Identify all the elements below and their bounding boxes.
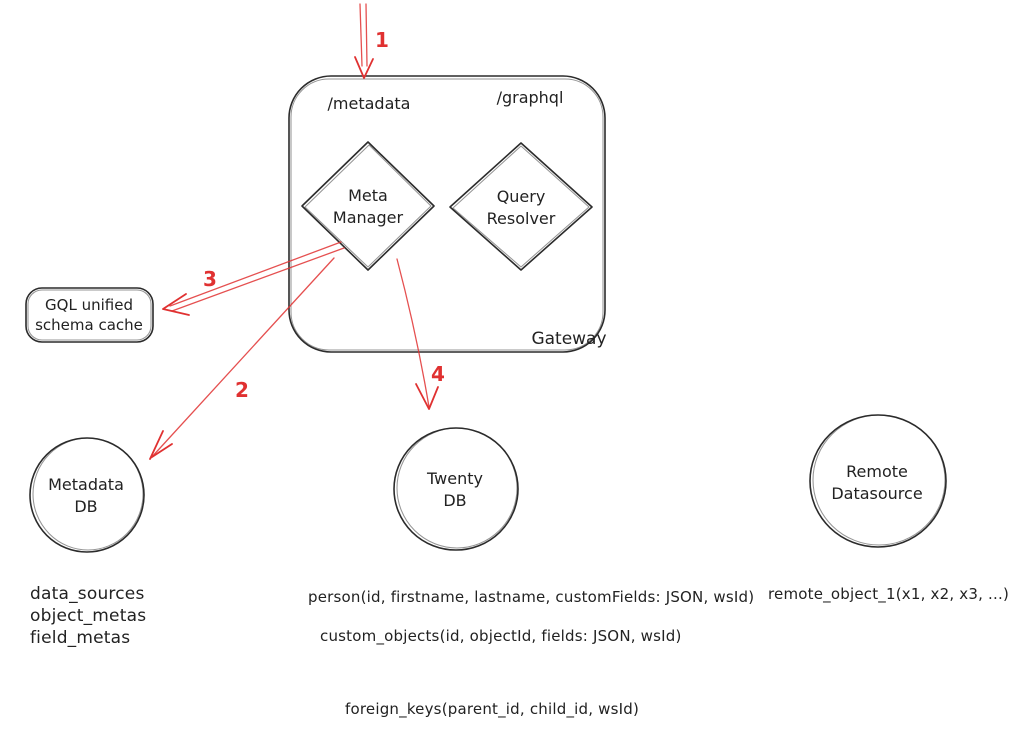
query-resolver-shape-sketch [453, 146, 589, 267]
twenty-db-shape [394, 428, 518, 550]
twenty-db-table-list [308, 588, 754, 719]
metadata-db-node [30, 438, 144, 552]
twenty-db-label-line1: Twenty [427, 469, 483, 488]
endpoint-graphql-label: /graphql [496, 88, 564, 107]
metadata-db-label-line2: DB [74, 497, 98, 516]
remote-datasource-shape [810, 415, 946, 547]
remote-datasource-label-line1: Remote [846, 462, 908, 481]
twenty-db-label-line2: DB [443, 491, 467, 510]
arrow-step-3-label: 3 [203, 267, 217, 291]
query-resolver-label-line1: Query [496, 187, 546, 206]
remote-datasource-table-list [768, 585, 1009, 604]
table-signature: remote_object_1(x1, x2, x3, ...) [768, 585, 1010, 603]
table-signature: person(id, firstname, lastname, customFields: JSON, wsId) [308, 588, 755, 606]
arrowhead-icon [163, 294, 189, 315]
arrow-step-3 [163, 242, 344, 315]
arrow-line [366, 4, 367, 66]
arrow-step-4-label: 4 [431, 362, 445, 386]
gateway-title: Gateway [531, 329, 607, 349]
table-name: field_metas [30, 628, 131, 648]
arrow-step-2 [150, 258, 334, 459]
arrow-step-4 [397, 259, 445, 409]
query-resolver-label-line2: Resolver [486, 209, 556, 228]
arrow-line [172, 248, 344, 311]
metadata-db-table-list [30, 584, 146, 648]
arrow-line [360, 4, 362, 66]
schema-cache-node [26, 288, 153, 342]
meta-manager-label-line1: Meta [348, 186, 388, 205]
table-signature: foreign_keys(parent_id, child_id, wsId) [345, 700, 640, 718]
arrowhead-icon [355, 57, 373, 78]
endpoint-metadata-label: /metadata [327, 94, 411, 113]
arrow-line [397, 259, 429, 407]
table-name: data_sources [30, 584, 145, 604]
query-resolver-node [450, 143, 592, 270]
arrow-step-1 [355, 4, 389, 78]
table-signature: custom_objects(id, objectId, fields: JSON, wsId) [320, 627, 682, 645]
meta-manager-label-line2: Manager [332, 208, 404, 227]
schema-cache-label-line1: GQL unified [45, 296, 133, 314]
twenty-db-node [394, 428, 518, 550]
table-name: object_metas [30, 606, 147, 626]
arrow-line [170, 242, 341, 306]
arrow-step-1-label: 1 [375, 28, 389, 52]
schema-cache-label-line2: schema cache [35, 316, 143, 334]
query-resolver-shape [450, 143, 592, 270]
meta-manager-shape [302, 142, 434, 270]
meta-manager-node [302, 142, 434, 270]
arrow-line [150, 258, 334, 459]
metadata-db-label-line1: Metadata [48, 475, 124, 494]
arrow-step-2-label: 2 [235, 378, 249, 402]
remote-datasource-label-line2: Datasource [831, 484, 923, 503]
remote-datasource-node [810, 415, 946, 547]
